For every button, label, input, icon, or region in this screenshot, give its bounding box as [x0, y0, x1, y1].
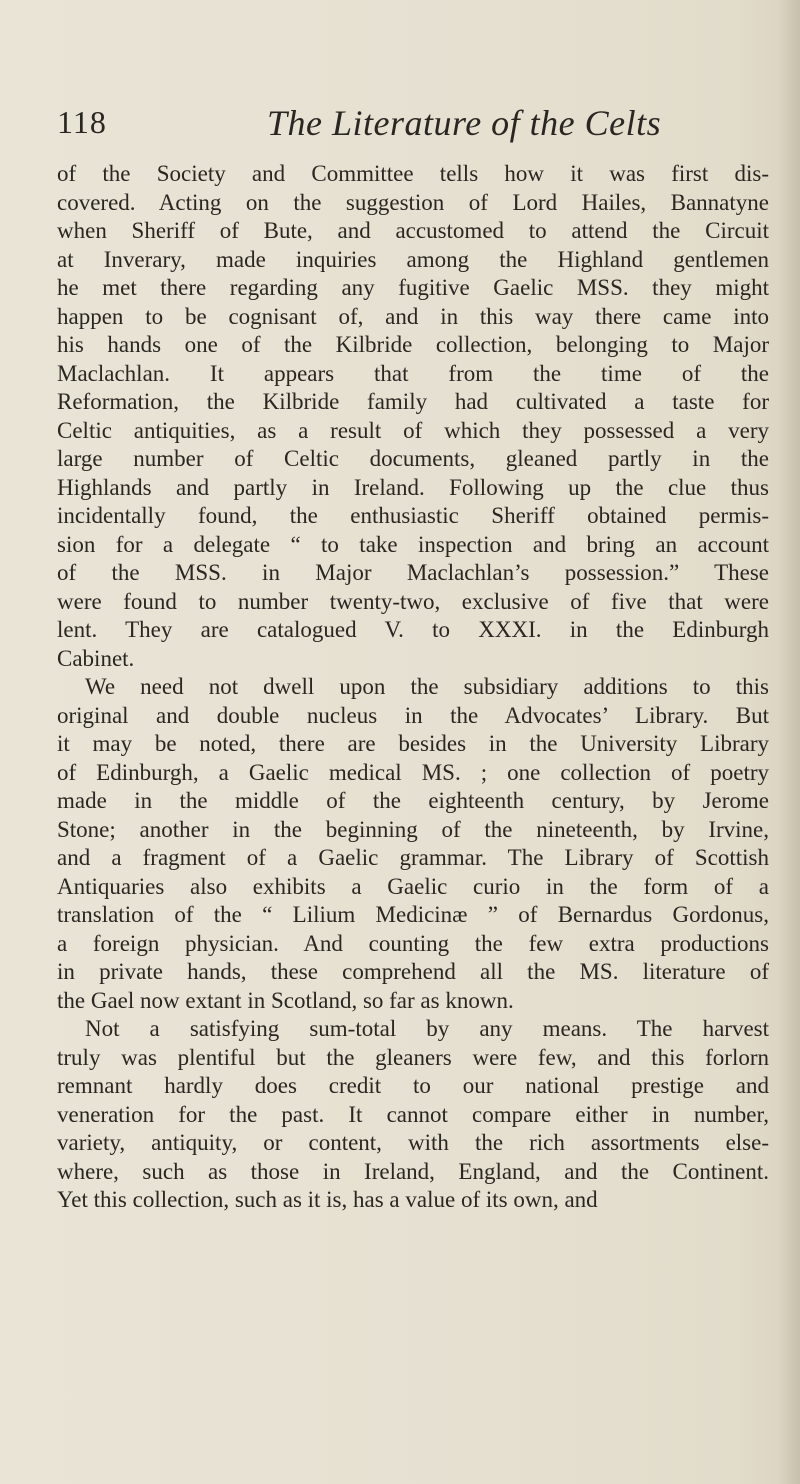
- page-header: [57, 102, 757, 152]
- text-line: made in the middle of the eighteenth century, by Jerome: [57, 788, 769, 813]
- text-line: of the Society and Committee tells how it was first dis-: [57, 161, 769, 186]
- text-line: at Inverary, made inquiries among the Highland gentlemen: [57, 246, 769, 272]
- text-line: Cabinet.: [57, 645, 135, 671]
- text-line: Stone; another in the beginning of the nineteenth, by Irvine,: [57, 816, 769, 842]
- text-line: truly was plentiful but the gleaners were few, and this forlorn: [57, 1044, 769, 1070]
- text-line: when Sheriff of Bute, and accustomed to attend the Circuit: [57, 218, 769, 243]
- text-line: Maclachlan. It appears that from the time of the: [57, 360, 769, 386]
- text-line: Highlands and partly in Ireland. Following up the clue thus: [57, 474, 769, 500]
- text-line: lent. They are catalogued V. to XXXI. in the Edinburgh: [57, 617, 769, 642]
- text-line: the Gael now extant in Scotland, so far as known.: [57, 987, 514, 1013]
- text-line: Yet this collection, such as it is, has a value of its own, and: [57, 1187, 598, 1212]
- text-line: he met there regarding any fugitive Gaelic MSS. they might: [57, 275, 769, 300]
- text-line: Not a satisfying sum-total by any means. The harvest: [85, 1016, 769, 1041]
- running-title: The Literature of the Celts: [267, 103, 662, 143]
- text-line: and a fragment of a Gaelic grammar. The Library of Scottish: [57, 845, 769, 870]
- text-line: his hands one of the Kilbride collection, belonging to Major: [57, 332, 769, 357]
- body-text: [57, 160, 769, 1215]
- text-line: covered. Acting on the suggestion of Lord Hailes, Bannatyne: [57, 189, 769, 215]
- paragraph: [57, 1015, 769, 1215]
- text-line: sion for a delegate “ to take inspection and bring an account: [57, 531, 769, 557]
- text-line: variety, antiquity, or content, with the rich assortments else-: [57, 1130, 769, 1155]
- text-line: it may be noted, there are besides in the University Library: [57, 731, 769, 756]
- text-line: remnant hardly does credit to our national prestige and: [57, 1073, 769, 1098]
- page-edge-shadow: [778, 0, 800, 1484]
- text-line: incidentally found, the enthusiastic Sheriff obtained permis-: [57, 503, 769, 528]
- text-line: Antiquaries also exhibits a Gaelic curio in the form of a: [57, 873, 769, 899]
- text-line: in private hands, these comprehend all the MS. literature of: [57, 959, 769, 984]
- text-line: of Edinburgh, a Gaelic medical MS. ; one collection of poetry: [57, 759, 769, 785]
- text-line: Reformation, the Kilbride family had cultivated a taste for: [57, 389, 769, 414]
- text-line: original and double nucleus in the Advocates’ Library. But: [57, 702, 769, 728]
- text-line: We need not dwell upon the subsidiary additions to this: [85, 674, 769, 699]
- text-line: of the MSS. in Major Maclachlan’s possession.” These: [57, 560, 769, 585]
- text-line: Celtic antiquities, as a result of which they possessed a very: [57, 417, 769, 443]
- paragraph: [57, 673, 769, 1015]
- page-number: 118: [57, 104, 107, 140]
- text-line: large number of Celtic documents, gleaned partly in the: [57, 446, 769, 471]
- text-line: happen to be cognisant of, and in this way there came into: [57, 303, 769, 329]
- paragraph: [57, 160, 769, 673]
- text-line: translation of the “ Lilium Medicinæ ” of Bernardus Gordonus,: [57, 902, 769, 927]
- text-line: where, such as those in Ireland, England, and the Continent.: [57, 1158, 769, 1184]
- text-line: a foreign physician. And counting the few extra productions: [57, 930, 769, 956]
- text-line: veneration for the past. It cannot compare either in number,: [57, 1101, 769, 1127]
- text-line: were found to number twenty-two, exclusive of five that were: [57, 588, 769, 614]
